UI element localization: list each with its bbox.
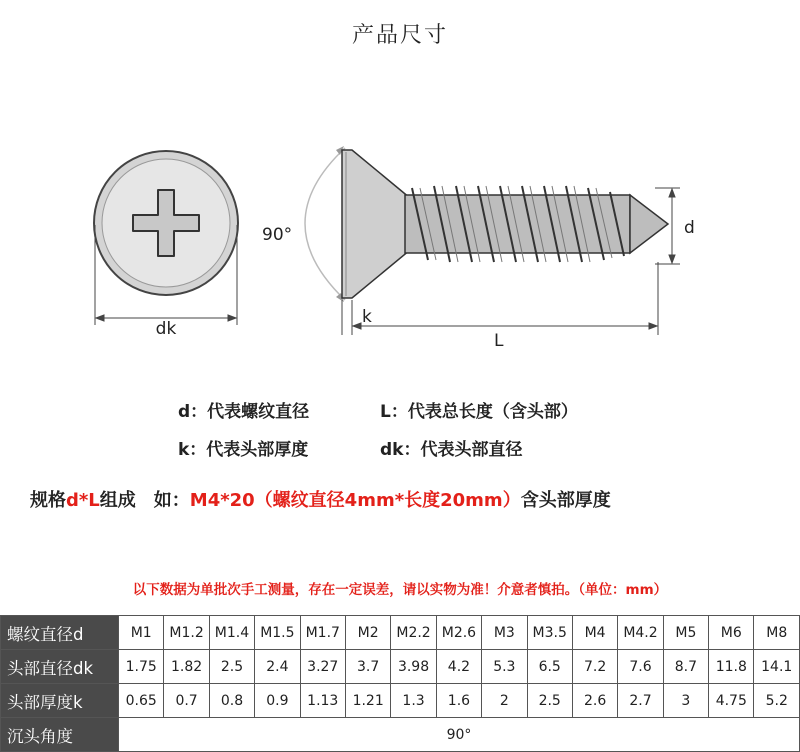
- row-label: 沉头角度: [1, 718, 119, 752]
- angle-value-cell: 90°: [119, 718, 800, 752]
- table-cell: 3.27: [300, 650, 345, 684]
- table-cell: 5.3: [482, 650, 527, 684]
- measurement-note: 以下数据为单批次手工测量，存在一定误差，请以实物为准！介意者慎拍。（单位：mm）: [132, 582, 668, 598]
- row-label: 头部厚度k: [1, 684, 119, 718]
- spec-example: M4*20（螺纹直径4mm*长度20mm）: [189, 490, 521, 511]
- table-cell: 14.1: [754, 650, 800, 684]
- table-cell: 6.5: [527, 650, 572, 684]
- table-cell: M2.6: [436, 616, 481, 650]
- table-row: [1, 650, 800, 684]
- spec-suffix: 含头部厚度: [520, 490, 611, 511]
- spec-line: [30, 486, 611, 512]
- spec-prefix: 规格: [30, 490, 66, 511]
- table-cell: M1.4: [209, 616, 254, 650]
- table-cell: 7.2: [572, 650, 617, 684]
- table-cell: M1.2: [164, 616, 209, 650]
- table-cell: 2.6: [572, 684, 617, 718]
- table-cell: 11.8: [709, 650, 754, 684]
- angle-arc: [305, 148, 345, 300]
- table-cell: 2.7: [618, 684, 663, 718]
- legend-L: L：代表总长度（含头部）: [380, 402, 578, 422]
- table-cell: M8: [754, 616, 800, 650]
- table-cell: 3.7: [345, 650, 390, 684]
- table-cell: M5: [663, 616, 708, 650]
- table-cell: M3.5: [527, 616, 572, 650]
- table-cell: M1: [119, 616, 164, 650]
- table-cell: M4.2: [618, 616, 663, 650]
- table-cell: 1.3: [391, 684, 436, 718]
- table-cell: M1.7: [300, 616, 345, 650]
- legend-k: k：代表头部厚度: [178, 440, 309, 460]
- table-cell: 2.5: [209, 650, 254, 684]
- screw-head-top-view: [94, 151, 238, 295]
- table-cell: 1.21: [345, 684, 390, 718]
- table-cell: 8.7: [663, 650, 708, 684]
- k-L-dimension: [342, 262, 658, 335]
- spec-mid: 组成 如：: [99, 490, 190, 511]
- table-cell: 1.13: [300, 684, 345, 718]
- table-cell: M1.5: [255, 616, 300, 650]
- table-cell: 0.7: [164, 684, 209, 718]
- k-label: k: [362, 307, 372, 327]
- screw-diagram: [0, 0, 800, 370]
- table-cell: 2.4: [255, 650, 300, 684]
- table-cell: 0.8: [209, 684, 254, 718]
- table-cell: 1.82: [164, 650, 209, 684]
- table-cell: 7.6: [618, 650, 663, 684]
- table-cell: 1.75: [119, 650, 164, 684]
- table-cell: 2: [482, 684, 527, 718]
- size-table: [0, 615, 800, 752]
- table-cell: 4.2: [436, 650, 481, 684]
- screw-side-view: [342, 150, 668, 298]
- table-row: [1, 718, 800, 752]
- table-cell: 0.65: [119, 684, 164, 718]
- angle-label: 90°: [262, 225, 293, 245]
- table-cell: M3: [482, 616, 527, 650]
- table-row: [1, 684, 800, 718]
- table-cell: M2: [345, 616, 390, 650]
- legend-dk: dk：代表头部直径: [380, 440, 523, 460]
- table-cell: M6: [709, 616, 754, 650]
- table-cell: 3: [663, 684, 708, 718]
- table-cell: 3.98: [391, 650, 436, 684]
- table-row: [1, 616, 800, 650]
- page-title: 产品尺寸: [351, 23, 448, 48]
- legend-d: d：代表螺纹直径: [178, 402, 310, 422]
- spec-formula: d*L: [66, 490, 100, 511]
- row-label: 螺纹直径d: [1, 616, 119, 650]
- table-cell: 5.2: [754, 684, 800, 718]
- table-cell: M4: [572, 616, 617, 650]
- table-cell: 2.5: [527, 684, 572, 718]
- table-cell: 1.6: [436, 684, 481, 718]
- table-cell: 0.9: [255, 684, 300, 718]
- table-cell: 4.75: [709, 684, 754, 718]
- table-cell: M2.2: [391, 616, 436, 650]
- L-label: L: [494, 331, 504, 351]
- dk-label: dk: [155, 319, 177, 339]
- row-label: 头部直径dk: [1, 650, 119, 684]
- d-label: d: [684, 218, 695, 238]
